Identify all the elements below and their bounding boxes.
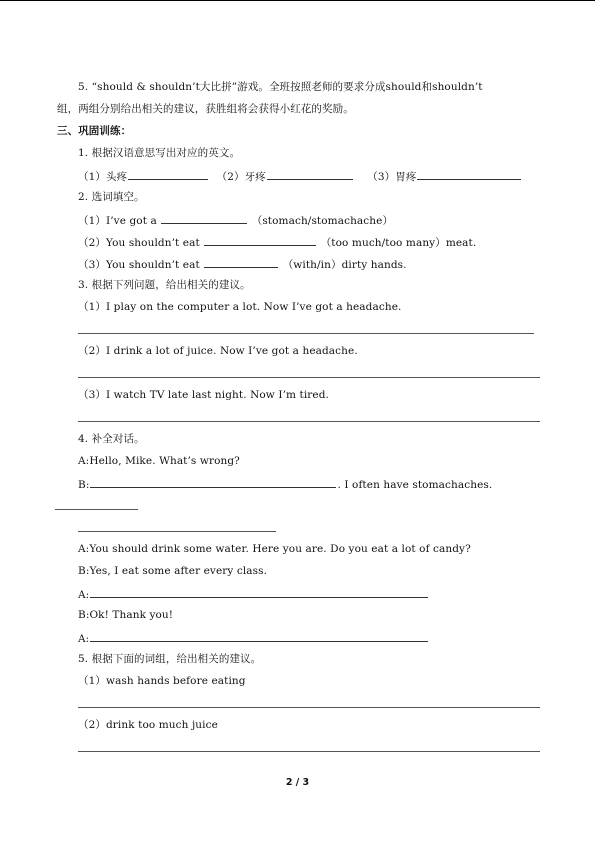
answer-blank[interactable]	[204, 256, 278, 268]
dialog-line-2	[78, 476, 492, 492]
page-top-border	[0, 0, 595, 1]
answer-line[interactable]	[78, 751, 540, 752]
section-title: 三、巩固训练：	[57, 125, 132, 137]
dialog-text: . I often have stomachaches.	[337, 479, 493, 491]
answer-blank[interactable]	[204, 234, 316, 246]
answer-blank[interactable]	[90, 586, 428, 598]
answer-blank[interactable]	[267, 168, 353, 180]
q2-sentence-2	[78, 234, 476, 250]
q5-phrase-2: （2）drink too much juice	[78, 719, 218, 731]
q2-s2-options: （too much/too many）meat.	[320, 237, 477, 249]
q3-sentence-2: （2）I drink a lot of juice. Now I’ve got a headache.	[78, 345, 358, 357]
dialog-line-4: B:Yes, I eat some after every class.	[78, 565, 268, 577]
answer-line[interactable]	[78, 421, 540, 422]
answer-blank[interactable]	[128, 168, 208, 180]
dialog-speaker: A:	[78, 589, 90, 601]
dialog-speaker: A:	[78, 633, 90, 645]
dialog-speaker: B:	[78, 479, 90, 491]
answer-line[interactable]	[55, 509, 138, 510]
q5-phrase-1: （1）wash hands before eating	[78, 675, 246, 687]
dialog-line-7	[78, 630, 429, 646]
q1-item-b: （2）牙疼	[216, 171, 266, 183]
answer-blank[interactable]	[90, 630, 428, 642]
q1-title: 1. 根据汉语意思写出对应的英文。	[78, 147, 241, 159]
p5-line2: 组，两组分别给出相关的建议，获胜组将会获得小红花的奖励。	[57, 103, 354, 115]
page-number: 2 / 3	[285, 777, 310, 788]
q1-item-c: （3）胃疼	[367, 171, 417, 183]
q2-title: 2. 选词填空。	[78, 191, 145, 203]
dialog-line-6: B:Ok! Thank you!	[78, 609, 174, 621]
q5-title: 5. 根据下面的词组，给出相关的建议。	[78, 653, 262, 665]
p5-line1: 5. “should & shouldn’t大比拼”游戏。全班按照老师的要求分成should和shouldn’t	[78, 81, 483, 93]
q1-item-a: （1）头疼	[78, 171, 128, 183]
q3-title: 3. 根据下列问题，给出相关的建议。	[78, 279, 251, 291]
answer-line[interactable]	[78, 377, 540, 378]
q2-sentence-1	[78, 212, 393, 228]
q2-s3-text: （3）You shouldn’t eat	[78, 259, 200, 271]
dialog-line-3: A:You should drink some water. Here you are. Do you eat a lot of candy?	[78, 543, 471, 555]
dialog-line-5	[78, 586, 429, 602]
dialog-line-1: A:Hello, Mike. What’s wrong?	[78, 455, 240, 467]
q2-s1-text: （1）I’ve got a	[78, 215, 157, 227]
answer-blank[interactable]	[161, 212, 247, 224]
answer-line[interactable]	[78, 707, 540, 708]
q2-s1-options: （stomach/stomachache）	[251, 215, 394, 227]
q2-sentence-3	[78, 256, 407, 272]
q3-sentence-3: （3）I watch TV late last night. Now I’m tired.	[78, 389, 329, 401]
answer-line[interactable]	[78, 333, 534, 334]
q3-sentence-1: （1）I play on the computer a lot. Now I’ve got a headache.	[78, 301, 402, 313]
answer-line[interactable]	[78, 531, 276, 532]
answer-blank[interactable]	[417, 168, 521, 180]
q4-title: 4. 补全对话。	[78, 433, 145, 445]
q2-s2-text: （2）You shouldn’t eat	[78, 237, 200, 249]
q2-s3-options: （with/in）dirty hands.	[282, 259, 407, 271]
answer-blank[interactable]	[90, 476, 336, 488]
q1-items	[78, 168, 522, 184]
